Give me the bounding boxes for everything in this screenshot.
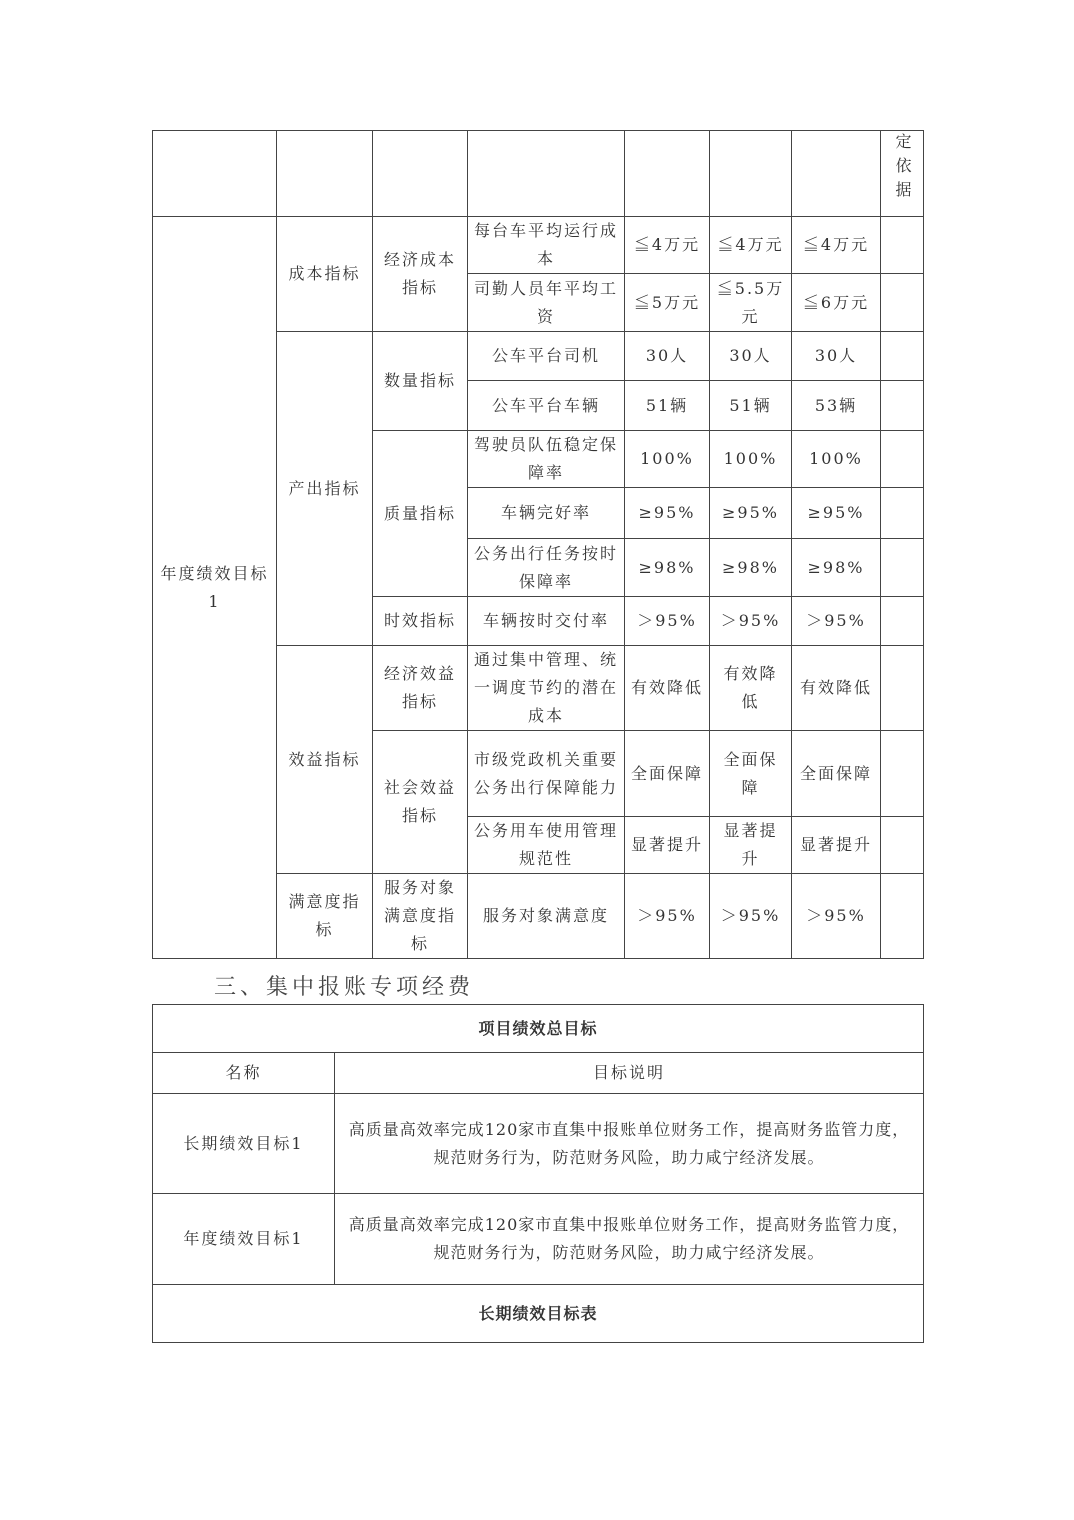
table-row — [153, 131, 924, 217]
indicator-value-2: 全面保障 — [710, 731, 792, 817]
table-footer-title: 长期绩效目标表 — [153, 1285, 924, 1343]
quality-indicator-label: 质量指标 — [373, 431, 468, 597]
indicator-name: 公务出行任务按时保障率 — [468, 539, 625, 597]
empty-cell — [625, 131, 710, 217]
indicator-name: 公务用车使用管理规范性 — [468, 817, 625, 874]
goal-description: 高质量高效率完成120家市直集中报账单位财务工作，提高财务监管力度，规范财务行为，防范财务风险，助力咸宁经济发展。 — [335, 1094, 924, 1194]
basis-header-tail — [881, 131, 924, 217]
indicator-name: 驾驶员队伍稳定保障率 — [468, 431, 625, 488]
indicator-value-1: 100% — [625, 431, 710, 488]
basis-cell — [881, 488, 924, 539]
indicator-value-3: 30人 — [792, 332, 881, 381]
benefit-indicator-label: 效益指标 — [277, 646, 373, 874]
indicator-value-1: ＞95% — [625, 597, 710, 646]
performance-indicator-table — [152, 130, 924, 959]
indicator-value-2: ≦5.5万元 — [710, 274, 792, 332]
basis-cell — [881, 646, 924, 731]
indicator-value-1: 有效降低 — [625, 646, 710, 731]
indicator-name: 公车平台车辆 — [468, 381, 625, 431]
cost-indicator-label: 成本指标 — [277, 217, 373, 332]
indicator-value-3: ＞95% — [792, 874, 881, 959]
indicator-value-3: ≥95% — [792, 488, 881, 539]
indicator-value-2: ≦4万元 — [710, 217, 792, 274]
table-row — [153, 1053, 924, 1094]
service-satisfaction-label: 服务对象满意度指标 — [373, 874, 468, 959]
indicator-value-2: 有效降低 — [710, 646, 792, 731]
empty-cell — [373, 131, 468, 217]
basis-cell — [881, 539, 924, 597]
indicator-value-1: ＞95% — [625, 874, 710, 959]
goal-name: 长期绩效目标1 — [153, 1094, 335, 1194]
table-title: 项目绩效总目标 — [153, 1005, 924, 1053]
goal-description: 高质量高效率完成120家市直集中报账单位财务工作，提高财务监管力度，规范财务行为，防范财务风险，助力咸宁经济发展。 — [335, 1194, 924, 1285]
goal-name: 年度绩效目标1 — [153, 1194, 335, 1285]
economic-benefit-label: 经济效益指标 — [373, 646, 468, 731]
annual-goal-label: 年度绩效目标1 — [153, 217, 277, 959]
column-header-desc: 目标说明 — [335, 1053, 924, 1094]
table-row — [153, 1094, 924, 1194]
output-indicator-label: 产出指标 — [277, 332, 373, 646]
basis-cell — [881, 431, 924, 488]
indicator-name: 司勤人员年平均工资 — [468, 274, 625, 332]
social-benefit-label: 社会效益指标 — [373, 731, 468, 874]
section-title: 三、集中报账专项经费 — [214, 975, 475, 1000]
indicator-value-3: ＞95% — [792, 597, 881, 646]
basis-cell — [881, 381, 924, 431]
basis-header-text: 定依据 — [893, 133, 912, 205]
column-header-name: 名称 — [153, 1053, 335, 1094]
table-row — [153, 217, 924, 274]
indicator-value-1: 30人 — [625, 332, 710, 381]
indicator-value-3: 有效降低 — [792, 646, 881, 731]
table-row — [153, 1285, 924, 1343]
indicator-value-3: ≦4万元 — [792, 217, 881, 274]
basis-cell — [881, 874, 924, 959]
basis-cell — [881, 274, 924, 332]
economic-cost-label: 经济成本指标 — [373, 217, 468, 332]
indicator-value-1: 51辆 — [625, 381, 710, 431]
empty-cell — [710, 131, 792, 217]
empty-cell — [153, 131, 277, 217]
indicator-name: 通过集中管理、统一调度节约的潜在成本 — [468, 646, 625, 731]
basis-cell — [881, 731, 924, 817]
empty-cell — [468, 131, 625, 217]
timeliness-indicator-label: 时效指标 — [373, 597, 468, 646]
indicator-value-1: ≥98% — [625, 539, 710, 597]
empty-cell — [277, 131, 373, 217]
indicator-value-1: ≥95% — [625, 488, 710, 539]
indicator-value-2: ≥95% — [710, 488, 792, 539]
indicator-name: 公车平台司机 — [468, 332, 625, 381]
empty-cell — [792, 131, 881, 217]
table-row — [153, 1005, 924, 1053]
indicator-name: 车辆完好率 — [468, 488, 625, 539]
indicator-value-3: 100% — [792, 431, 881, 488]
table-row — [153, 1194, 924, 1285]
indicator-value-1: ≦4万元 — [625, 217, 710, 274]
indicator-value-3: ≦6万元 — [792, 274, 881, 332]
indicator-value-2: ≥98% — [710, 539, 792, 597]
indicator-value-3: 显著提升 — [792, 817, 881, 874]
indicator-value-2: ＞95% — [710, 597, 792, 646]
indicator-name: 每台车平均运行成本 — [468, 217, 625, 274]
basis-cell — [881, 817, 924, 874]
indicator-value-3: 53辆 — [792, 381, 881, 431]
indicator-value-2: 显著提升 — [710, 817, 792, 874]
indicator-value-1: 显著提升 — [625, 817, 710, 874]
indicator-value-2: 30人 — [710, 332, 792, 381]
indicator-name: 市级党政机关重要公务出行保障能力 — [468, 731, 625, 817]
indicator-value-2: 100% — [710, 431, 792, 488]
project-goal-table — [152, 1004, 924, 1343]
basis-cell — [881, 217, 924, 274]
indicator-value-3: ≥98% — [792, 539, 881, 597]
indicator-name: 车辆按时交付率 — [468, 597, 625, 646]
satisfaction-indicator-label: 满意度指标 — [277, 874, 373, 959]
quantity-indicator-label: 数量指标 — [373, 332, 468, 431]
indicator-value-2: ＞95% — [710, 874, 792, 959]
basis-cell — [881, 332, 924, 381]
indicator-value-1: ≦5万元 — [625, 274, 710, 332]
indicator-value-2: 51辆 — [710, 381, 792, 431]
basis-cell — [881, 597, 924, 646]
indicator-value-3: 全面保障 — [792, 731, 881, 817]
indicator-value-1: 全面保障 — [625, 731, 710, 817]
indicator-name: 服务对象满意度 — [468, 874, 625, 959]
